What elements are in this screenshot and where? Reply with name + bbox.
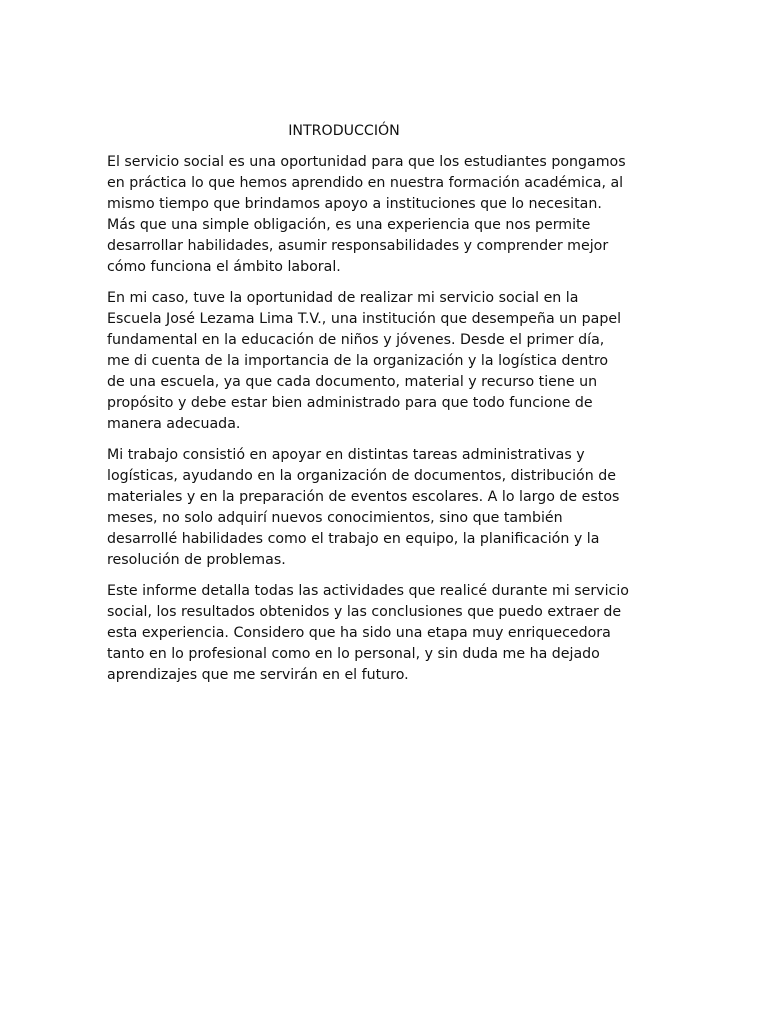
text-line: fundamental en la educación de niños y jóvenes. Desde el primer día, bbox=[107, 332, 605, 348]
text-line: propósito y debe estar bien administrado para que todo funcione de bbox=[107, 395, 593, 411]
text-line: Este informe detalla todas las actividades que realicé durante mi servicio bbox=[107, 583, 629, 599]
paragraph-3 bbox=[107, 445, 673, 571]
text-line: mismo tiempo que brindamos apoyo a instituciones que lo necesitan. bbox=[107, 196, 602, 212]
text-line: desarrollar habilidades, asumir responsabilidades y comprender mejor bbox=[107, 238, 609, 254]
text-line: materiales y en la preparación de eventos escolares. A lo largo de estos bbox=[107, 489, 620, 505]
text-line: aprendizajes que me servirán en el futuro. bbox=[107, 667, 409, 683]
text-line: cómo funciona el ámbito laboral. bbox=[107, 259, 341, 275]
text-line: En mi caso, tuve la oportunidad de realizar mi servicio social en la bbox=[107, 290, 579, 306]
text-line: desarrollé habilidades como el trabajo en equipo, la planificación y la bbox=[107, 531, 600, 547]
text-line: en práctica lo que hemos aprendido en nuestra formación académica, al bbox=[107, 175, 624, 191]
text-line: tanto en lo profesional como en lo personal, y sin duda me ha dejado bbox=[107, 646, 600, 662]
paragraph-2 bbox=[107, 288, 673, 435]
text-line: meses, no solo adquirí nuevos conocimientos, sino que también bbox=[107, 510, 563, 526]
text-line: resolución de problemas. bbox=[107, 552, 286, 568]
document-title: INTRODUCCIÓN bbox=[288, 123, 400, 139]
text-line: social, los resultados obtenidos y las conclusiones que puedo extraer de bbox=[107, 604, 622, 620]
text-line: Escuela José Lezama Lima T.V., una institución que desempeña un papel bbox=[107, 311, 622, 327]
text-line: esta experiencia. Considero que ha sido una etapa muy enriquecedora bbox=[107, 625, 611, 641]
text-line: de una escuela, ya que cada documento, material y recurso tiene un bbox=[107, 374, 598, 390]
text-line: logísticas, ayudando en la organización de documentos, distribución de bbox=[107, 468, 616, 484]
text-line: manera adecuada. bbox=[107, 416, 241, 432]
text-line: Más que una simple obligación, es una experiencia que nos permite bbox=[107, 217, 591, 233]
text-line: Mi trabajo consistió en apoyar en distintas tareas administrativas y bbox=[107, 447, 585, 463]
text-line: me di cuenta de la importancia de la organización y la logística dentro bbox=[107, 353, 609, 369]
paragraph-4 bbox=[107, 581, 673, 686]
paragraph-1 bbox=[107, 152, 673, 278]
document-body bbox=[107, 152, 673, 696]
text-line: El servicio social es una oportunidad para que los estudiantes pongamos bbox=[107, 154, 626, 170]
